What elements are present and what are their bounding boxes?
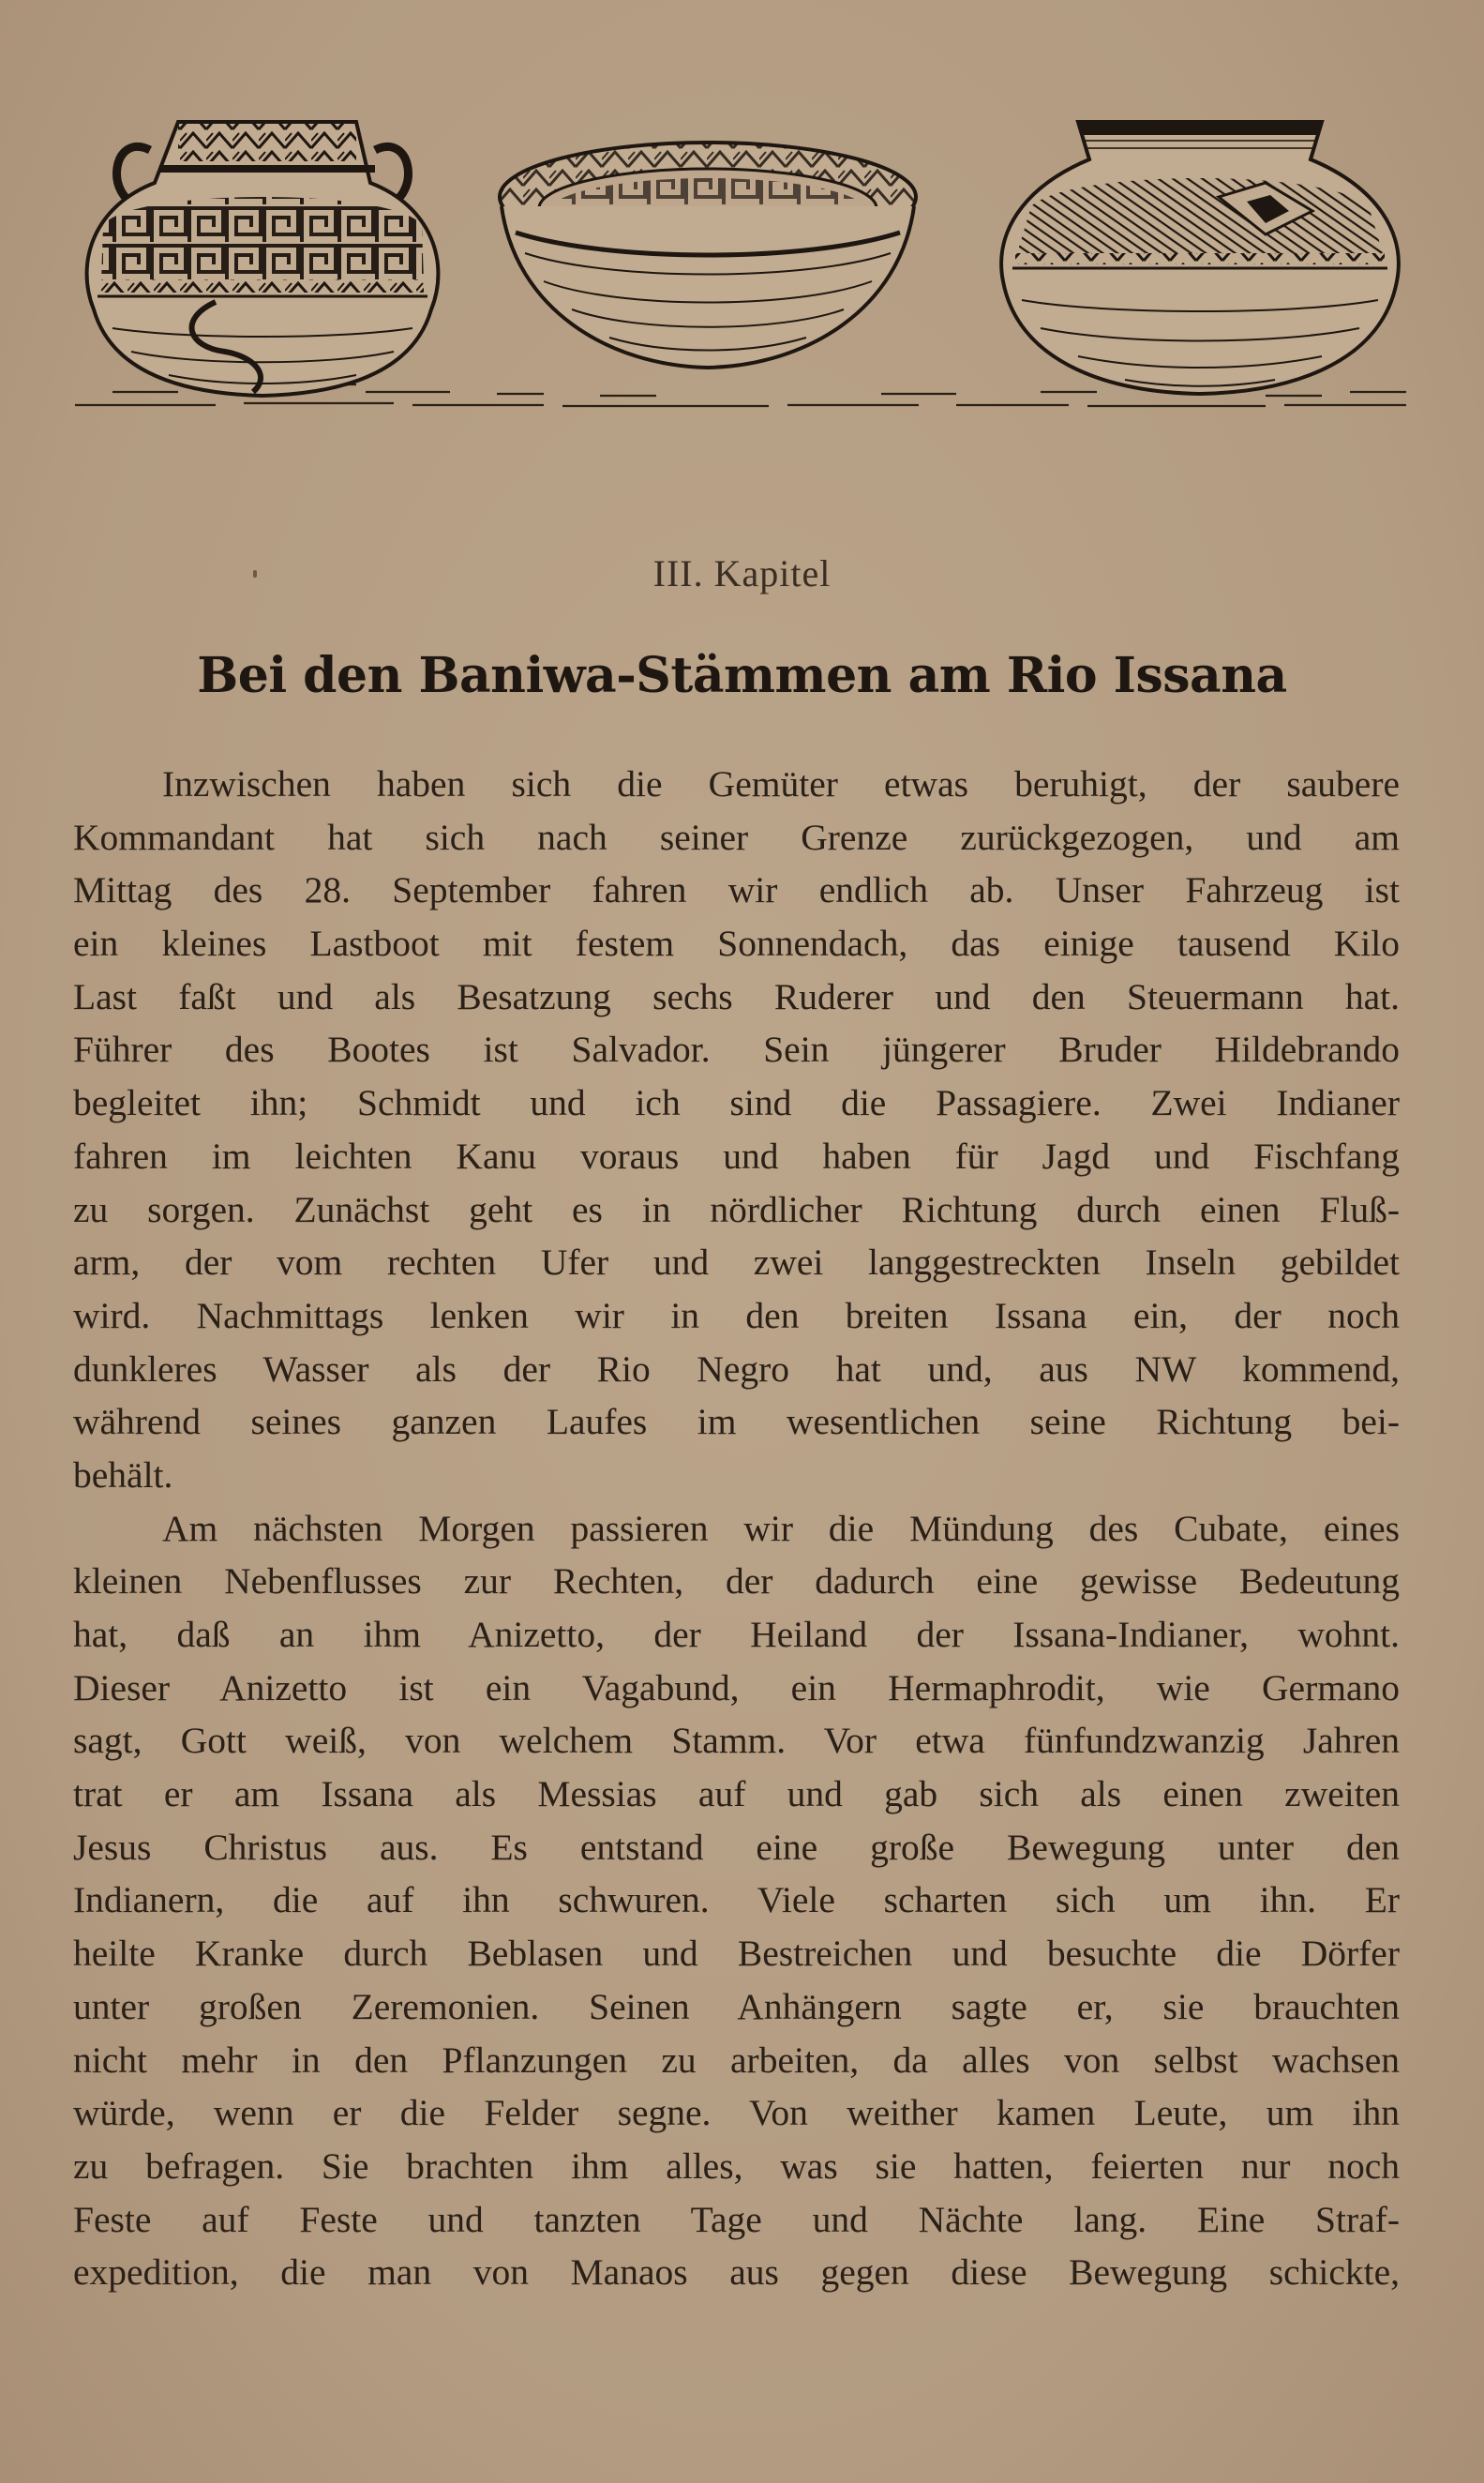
text-line: fahren im leichten Kanu voraus und haben für Jagd und Fischfang <box>73 1135 1400 1177</box>
text-line: hat, daß an ihm Anizetto, der Heiland der Issana-Indianer, wohnt. <box>73 1614 1400 1655</box>
text-line: Inzwischen haben sich die Gemüter etwas beruhigt, der saubere <box>162 763 1400 805</box>
text-line: zu befragen. Sie brachten ihm alles, was sie hatten, feierten nur noch <box>73 2144 1400 2187</box>
text-line: arm, der vom rechten Ufer und zwei langgestreckten Inseln gebildet <box>73 1242 1400 1284</box>
text-line: begleitet ihn; Schmidt und ich sind die Passagiere. Zwei Indianer <box>73 1082 1400 1124</box>
decorated-pot <box>1001 122 1399 394</box>
text-line: kleinen Nebenflusses zur Rechten, der dadurch eine gewisse Bedeutung <box>73 1560 1400 1603</box>
text-line: trat er am Issana als Messias auf und gab sich als einen zweiten <box>73 1773 1400 1815</box>
decorated-jar-with-handles <box>87 122 439 396</box>
text-line: Mittag des 28. September fahren wir endlich ab. Unser Fahrzeug ist <box>73 869 1400 911</box>
decorated-bowl <box>500 143 916 368</box>
text-line: Jesus Christus aus. Es entstand eine große Bewegung unter den <box>73 1826 1400 1868</box>
text-line: ein kleines Lastboot mit festem Sonnendach, das einige tausend Kilo <box>73 923 1400 965</box>
text-line: würde, wenn er die Felder segne. Von weither kamen Leute, um ihn <box>73 2092 1400 2134</box>
pottery-vignette <box>56 75 1425 431</box>
text-line: Dieser Anizetto ist ein Vagabund, ein Hermaphrodit, wie Germano <box>73 1666 1400 1708</box>
text-line: sagt, Gott weiß, von welchem Stamm. Vor etwa fünfundzwanzig Jahren <box>73 1720 1400 1762</box>
paragraph-2 <box>73 1502 1400 2299</box>
text-line: zu sorgen. Zunächst geht es in nördlicher Richtung durch einen Fluß- <box>73 1188 1400 1230</box>
text-line: nicht mehr in den Pflanzungen zu arbeiten, da alles von selbst wachsen <box>73 2039 1400 2081</box>
chapter-number: III. Kapitel <box>652 552 832 594</box>
text-line: heilte Kranke durch Beblasen und Bestreichen und besuchte die Dörfer <box>73 1933 1400 1975</box>
text-line: unter großen Zeremonien. Seinen Anhängern sagte er, sie brauchten <box>73 1985 1400 2027</box>
text-line: expedition, die man von Manaos aus gegen diese Bewegung schickte, <box>73 2251 1400 2294</box>
paragraph-1 <box>73 758 1400 1502</box>
text-line: während seines ganzen Laufes im wesentlichen seine Richtung bei- <box>73 1401 1400 1443</box>
text-line: Feste auf Feste und tanzten Tage und Nächte lang. Eine Straf- <box>73 2198 1400 2240</box>
body-text <box>73 758 1400 2299</box>
text-line: behält. <box>73 1453 173 1496</box>
text-line: Am nächsten Morgen passieren wir die Mündung des Cubate, eines <box>162 1507 1400 1549</box>
text-line: Last faßt und als Besatzung sechs Ruderer und den Steuermann hat. <box>73 975 1400 1017</box>
chapter-title: Bei den Baniwa-Stämmen am Rio Issana <box>197 647 1287 704</box>
text-line: Führer des Bootes ist Salvador. Sein jüngerer Bruder Hildebrando <box>73 1029 1400 1071</box>
text-line: Kommandant hat sich nach seiner Grenze zurückgezogen, und am <box>73 816 1400 858</box>
text-line: wird. Nachmittags lenken wir in den breiten Issana ein, der noch <box>73 1294 1400 1336</box>
text-line: Indianern, die auf ihn schwuren. Viele scharten sich um ihn. Er <box>73 1879 1400 1921</box>
text-line: dunkleres Wasser als der Rio Negro hat und, aus NW kommend, <box>73 1347 1400 1390</box>
